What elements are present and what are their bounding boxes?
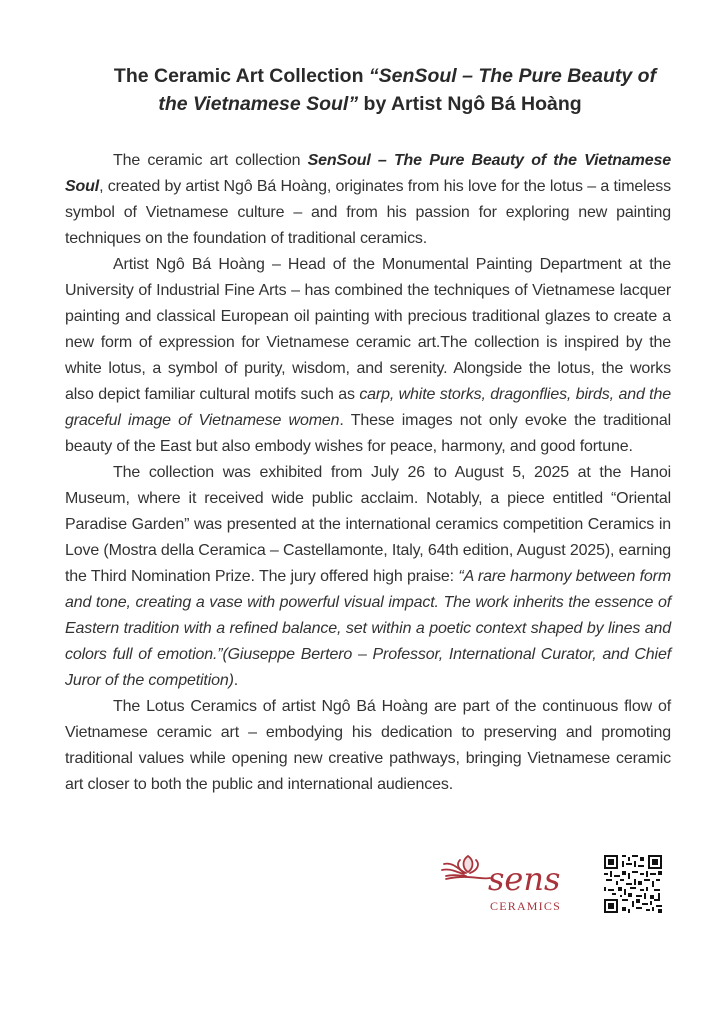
title-line-2: [100, 90, 680, 118]
p2-motifs: carp, white storks, dragonflies, birds, and the graceful image of Vietnamese women: [65, 386, 671, 429]
title-italic-part-2: the Vietnamese Soul”: [158, 93, 359, 115]
p1-text-cont: , created by artist Ngô Bá Hoàng, originates from his love for the lotus – a timeless symbol of Vietnamese culture – and from his passion for exploring new painting techniques on the foundation of traditional ceramics.: [65, 178, 671, 247]
logo-subtitle: CERAMICS: [490, 899, 561, 913]
p3-text: The collection was exhibited from July 26 to August 5, 2025 at the Hanoi Museum, where it received wide public acclaim. Notably, a piece entitled “Oriental Paradise Garden” was presented at the international ceramics competition Ceramics in Love (Mostra della Ceramica – Castellamonte, Italy, 64th edition, August 2025), earning the Third Nomination Prize. The jury offered high praise:: [65, 464, 671, 585]
p3-jury-quote: “A rare harmony between form and tone, creating a vase with powerful visual impact. The work inherits the essence of Eastern tradition with a refined balance, set within a poetic context shaped by lines and colors full of emotion.”(Giuseppe Bertero – Professor, International Curator, and Chief Juror of the competition): [65, 568, 672, 689]
qr-code-icon[interactable]: [604, 855, 662, 913]
paragraph-4: [65, 694, 671, 798]
p3-text-cont: .: [233, 672, 239, 689]
title-suffix: by Artist Ngô Bá Hoàng: [358, 93, 582, 115]
title-prefix: The Ceramic Art Collection: [113, 65, 369, 87]
document-body: [65, 148, 671, 798]
paragraph-1: [65, 148, 671, 252]
title-line-1: [100, 62, 680, 90]
p1-collection-name: SenSoul – The Pure Beauty of the Vietnamese Soul: [65, 152, 671, 195]
p1-text: The ceramic art collection: [113, 152, 308, 169]
p2-text: Artist Ngô Bá Hoàng – Head of the Monumental Painting Department at the University of Industrial Fine Arts – has combined the techniques of Vietnamese lacquer painting and classical European oil painting with precious traditional glazes to create a new form of expression for Vietnamese ceramic art.The collection is inspired by the white lotus, a symbol of purity, wisdom, and serenity. Alongside the lotus, the works also depict familiar cultural motifs such as: [65, 256, 671, 403]
p4-text: The Lotus Ceramics of artist Ngô Bá Hoàng are part of the continuous flow of Vietnamese ceramic art – embodying his dedication to preserving and promoting traditional values while opening new creative pathways, bringing Vietnamese ceramic art closer to both the public and international audiences.: [65, 698, 671, 793]
logo-wordmark: sens: [488, 860, 561, 898]
sens-ceramics-logo: [440, 850, 580, 920]
lotus-icon: [440, 850, 580, 920]
p2-text-cont: . These images not only evoke the traditional beauty of the East but also embody wishes for peace, harmony, and good fortune.: [65, 412, 671, 455]
paragraph-2: [65, 252, 671, 460]
paragraph-3: [65, 460, 671, 694]
title-italic-part-1: “SenSoul – The Pure Beauty of: [368, 65, 657, 87]
document-title: [100, 62, 680, 118]
